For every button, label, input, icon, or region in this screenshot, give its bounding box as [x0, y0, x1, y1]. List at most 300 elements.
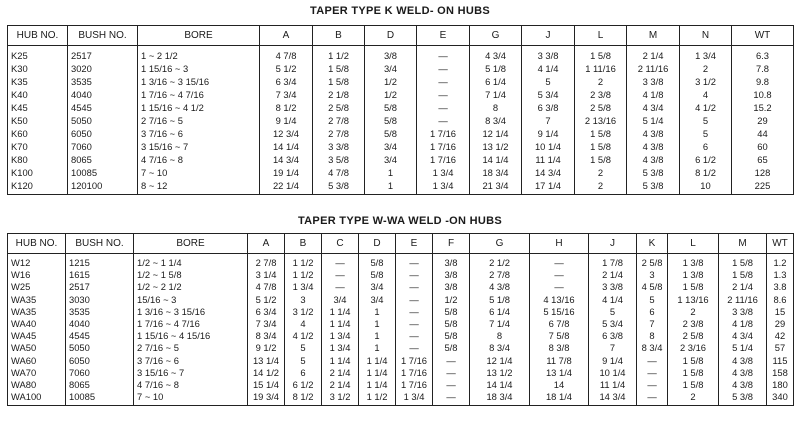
table-cell: —	[396, 294, 433, 306]
table-cell: 1	[365, 166, 417, 179]
table-cell: 1/2	[365, 88, 417, 101]
table-cell: 10085	[66, 391, 134, 406]
table-cell: 5 1/4	[719, 342, 767, 354]
table-cell: 4 1/2	[680, 101, 732, 114]
table-cell: 6 7/8	[530, 318, 589, 330]
table-cell: 5/8	[365, 127, 417, 140]
table-cell: 9 1/4	[589, 355, 637, 367]
table-cell: 1 5/8	[575, 46, 627, 63]
column-header: BUSH NO.	[68, 26, 138, 46]
table-cell: 1 15/16 ~ 3	[138, 62, 260, 75]
table-cell: 5/8	[365, 114, 417, 127]
table-cell: —	[322, 254, 359, 270]
column-header: D	[365, 26, 417, 46]
table-cell: 2 7/16 ~ 5	[138, 114, 260, 127]
table-cell: 14 1/4	[470, 379, 530, 391]
table-row	[8, 101, 794, 114]
table-cell: WA60	[8, 355, 66, 367]
table-cell: 13 1/4	[248, 355, 285, 367]
table-cell: 1 5/8	[575, 153, 627, 166]
table-cell: 5/8	[433, 342, 470, 354]
table-cell: 1 3/8	[668, 254, 719, 270]
table-cell: 4	[285, 318, 322, 330]
table-row	[8, 391, 794, 406]
table-cell: 7 1/4	[470, 88, 522, 101]
table-cell: 4 3/4	[719, 330, 767, 342]
column-header: BUSH NO.	[66, 234, 134, 254]
table-cell: 1	[359, 342, 396, 354]
table-cell: 5/8	[365, 101, 417, 114]
table-cell: K70	[8, 140, 68, 153]
table-cell: 4 3/8	[470, 281, 530, 293]
table-cell: 6 1/4	[470, 306, 530, 318]
table-cell: 3/4	[365, 62, 417, 75]
table-cell: 4545	[68, 101, 138, 114]
table-cell: 4 1/4	[522, 62, 575, 75]
table-cell: 8 3/4	[637, 342, 668, 354]
table-cell: 9.8	[732, 75, 794, 88]
table-cell: 13 1/2	[470, 367, 530, 379]
table-cell: 5 1/4	[627, 114, 680, 127]
table-cell: 2 7/16 ~ 5	[134, 342, 248, 354]
table-cell: 29	[767, 318, 794, 330]
table-cell: K25	[8, 46, 68, 63]
table-cell: 6	[285, 367, 322, 379]
table-cell: 3/4	[322, 294, 359, 306]
table-cell: 5	[285, 342, 322, 354]
table-cell: 6 3/8	[522, 101, 575, 114]
table-cell: 5/8	[433, 330, 470, 342]
table-cell: 4 7/8	[260, 46, 313, 63]
table-cell: 1/2	[433, 294, 470, 306]
table-cell: —	[417, 62, 470, 75]
table-cell: 6 1/2	[285, 379, 322, 391]
column-header: BORE	[138, 26, 260, 46]
table-cell: —	[637, 367, 668, 379]
table-cell: 5050	[66, 342, 134, 354]
table-cell: —	[396, 306, 433, 318]
column-header: G	[470, 26, 522, 46]
table-cell: 3 1/2	[322, 391, 359, 406]
table-cell: 4 7/8	[248, 281, 285, 293]
table-cell: 3/8	[433, 281, 470, 293]
table-cell: 7	[637, 318, 668, 330]
table-cell: 1 7/16	[417, 153, 470, 166]
table-cell: 1 1/4	[359, 367, 396, 379]
table-cell: 60	[732, 140, 794, 153]
table-cell: 3 3/8	[313, 140, 365, 153]
table-cell: 10085	[68, 166, 138, 179]
table-cell: 2	[680, 62, 732, 75]
table-cell: 3/8	[433, 269, 470, 281]
table-cell: 1 1/2	[285, 269, 322, 281]
table-cell: 6 3/4	[260, 75, 313, 88]
table-cell: 1 1/4	[322, 318, 359, 330]
table-cell: WA35	[8, 294, 66, 306]
table-cell: K80	[8, 153, 68, 166]
table-cell: 1 5/8	[313, 75, 365, 88]
table-cell: —	[396, 318, 433, 330]
table-cell: 5/8	[359, 254, 396, 270]
table-cell: —	[396, 254, 433, 270]
table-cell: 12 1/4	[470, 355, 530, 367]
table-cell: 2 1/2	[470, 254, 530, 270]
table-cell: 1 ~ 2 1/2	[138, 46, 260, 63]
table-cell: 3	[637, 269, 668, 281]
table-cell: 5 3/4	[522, 88, 575, 101]
table-cell: 2 11/16	[627, 62, 680, 75]
table-cell: 2 5/8	[313, 101, 365, 114]
table-row	[8, 281, 794, 293]
table-cell: 1 5/8	[313, 62, 365, 75]
table-cell: 128	[732, 166, 794, 179]
table-cell: 1 3/16 ~ 3 15/16	[134, 306, 248, 318]
table-cell: 1/2 ~ 2 1/2	[134, 281, 248, 293]
table-cell: 4 3/4	[627, 101, 680, 114]
table-row	[8, 269, 794, 281]
table-cell: 1 1/4	[322, 306, 359, 318]
table-cell: 1 3/8	[668, 269, 719, 281]
table-cell: 5 3/8	[313, 179, 365, 195]
table-cell: WA70	[8, 367, 66, 379]
column-header: G	[470, 234, 530, 254]
header-row	[8, 234, 794, 254]
table-cell: 15 1/4	[248, 379, 285, 391]
table-cell: 19 3/4	[248, 391, 285, 406]
table-cell: 115	[767, 355, 794, 367]
table-cell: 8 ~ 12	[138, 179, 260, 195]
table-cell: 8	[470, 330, 530, 342]
column-header: HUB NO.	[8, 26, 68, 46]
table-cell: 3535	[68, 75, 138, 88]
table-cell: 5 1/8	[470, 294, 530, 306]
table-cell: 1 3/4	[680, 46, 732, 63]
table-cell: —	[433, 355, 470, 367]
table-cell: 8 3/4	[470, 342, 530, 354]
table-cell: 5	[637, 294, 668, 306]
column-header: A	[248, 234, 285, 254]
table-cell: 1 7/16	[417, 140, 470, 153]
table-cell: K60	[8, 127, 68, 140]
column-header: WT	[732, 26, 794, 46]
table-cell: K45	[8, 101, 68, 114]
table-cell: 5 1/8	[470, 62, 522, 75]
table-cell: 4040	[66, 318, 134, 330]
table-cell: 3 1/2	[680, 75, 732, 88]
table-cell: 8.6	[767, 294, 794, 306]
table-cell: 14 3/4	[260, 153, 313, 166]
table-cell: 14 1/2	[248, 367, 285, 379]
table-cell: W16	[8, 269, 66, 281]
table-cell: 2 5/8	[637, 254, 668, 270]
table-cell: 4 3/8	[719, 367, 767, 379]
table-cell: 1	[359, 318, 396, 330]
table-cell: 3/4	[365, 153, 417, 166]
table-cell: 5 15/16	[530, 306, 589, 318]
table-cell: 9 1/4	[522, 127, 575, 140]
table-cell: 2 1/4	[589, 269, 637, 281]
table-cell: —	[433, 367, 470, 379]
table-cell: 3030	[66, 294, 134, 306]
table-row	[8, 355, 794, 367]
column-header: A	[260, 26, 313, 46]
table-cell: 1 15/16 ~ 4 15/16	[134, 330, 248, 342]
table-cell: 1 3/4	[322, 330, 359, 342]
table-cell: W12	[8, 254, 66, 270]
table-cell: 3 7/16 ~ 6	[134, 355, 248, 367]
table-cell: 6050	[68, 127, 138, 140]
table-cell: 13 1/4	[530, 367, 589, 379]
table-cell: 2 5/8	[668, 330, 719, 342]
table-cell: —	[417, 101, 470, 114]
table-cell: 6050	[66, 355, 134, 367]
table-cell: 5	[589, 306, 637, 318]
table-cell: —	[530, 281, 589, 293]
table-cell: W25	[8, 281, 66, 293]
table-cell: 4 13/16	[530, 294, 589, 306]
table-cell: K100	[8, 166, 68, 179]
table-cell: 2	[575, 179, 627, 195]
table-cell: 14 1/4	[260, 140, 313, 153]
table-cell: 2 7/8	[313, 127, 365, 140]
table-cell: 1215	[66, 254, 134, 270]
table-cell: 3 3/8	[522, 46, 575, 63]
table-cell: 3/4	[359, 294, 396, 306]
table-cell: 5 3/8	[627, 179, 680, 195]
table-cell: 5/8	[433, 318, 470, 330]
table-cell: 2 1/4	[719, 281, 767, 293]
table-cell: 1 7/16 ~ 4 7/16	[134, 318, 248, 330]
table-row	[8, 330, 794, 342]
table-cell: 8 3/4	[470, 114, 522, 127]
table-cell: 1 5/8	[719, 254, 767, 270]
table-cell: —	[417, 46, 470, 63]
column-header: D	[359, 234, 396, 254]
table-cell: —	[433, 379, 470, 391]
table-cell: WA45	[8, 330, 66, 342]
table-cell: 22 1/4	[260, 179, 313, 195]
table-row	[8, 294, 794, 306]
k-table-title: TAPER TYPE K WELD- ON HUBS	[310, 5, 490, 17]
column-header: H	[530, 234, 589, 254]
table-cell: —	[396, 269, 433, 281]
table-cell: WA40	[8, 318, 66, 330]
table-cell: —	[637, 391, 668, 406]
table-cell: 15	[767, 306, 794, 318]
table-cell: 44	[732, 127, 794, 140]
table-row	[8, 179, 794, 195]
table-cell: 10	[680, 179, 732, 195]
table-cell: 4 7/16 ~ 8	[134, 379, 248, 391]
table-cell: 9 1/4	[260, 114, 313, 127]
table-cell: 7060	[68, 140, 138, 153]
table-cell: 3 3/8	[627, 75, 680, 88]
table-cell: 1 5/8	[575, 127, 627, 140]
table-cell: 3020	[68, 62, 138, 75]
table-cell: —	[322, 269, 359, 281]
table-row	[8, 127, 794, 140]
table-cell: 1 7/16	[417, 127, 470, 140]
table-cell: 3 15/16 ~ 7	[138, 140, 260, 153]
table-cell: —	[530, 254, 589, 270]
table-row	[8, 88, 794, 101]
table-cell: 7 3/4	[260, 88, 313, 101]
table-cell: 180	[767, 379, 794, 391]
table-cell: —	[396, 281, 433, 293]
table-cell: WA100	[8, 391, 66, 406]
table-cell: 4	[680, 88, 732, 101]
table-row	[8, 306, 794, 318]
column-header: E	[396, 234, 433, 254]
column-header: M	[719, 234, 767, 254]
table-cell: WA35	[8, 306, 66, 318]
table-cell: 5	[285, 355, 322, 367]
table-row	[8, 379, 794, 391]
table-cell: 7.8	[732, 62, 794, 75]
table-cell: 2517	[68, 46, 138, 63]
table-cell: —	[417, 75, 470, 88]
table-row	[8, 166, 794, 179]
table-cell: 2 3/8	[668, 318, 719, 330]
table-cell: 1 7/16	[396, 355, 433, 367]
table-cell: 3/8	[365, 46, 417, 63]
table-cell: 3 1/2	[285, 306, 322, 318]
table-cell: 18 3/4	[470, 166, 522, 179]
column-header: B	[285, 234, 322, 254]
table-cell: K35	[8, 75, 68, 88]
table-cell: 1 5/8	[668, 355, 719, 367]
table-cell: 7060	[66, 367, 134, 379]
table-cell: 10.8	[732, 88, 794, 101]
table-cell: K50	[8, 114, 68, 127]
table-cell: 2	[668, 391, 719, 406]
table-cell: K120	[8, 179, 68, 195]
w-table-title: TAPER TYPE W-WA WELD -ON HUBS	[297, 215, 503, 227]
table-cell: 7 ~ 10	[138, 166, 260, 179]
table-cell: 1 5/8	[719, 269, 767, 281]
table-row	[8, 114, 794, 127]
table-cell: 1 1/4	[322, 355, 359, 367]
table-cell: 14 1/4	[470, 153, 522, 166]
table-cell: 2 1/4	[322, 367, 359, 379]
table-cell: 2 1/4	[627, 46, 680, 63]
column-header: L	[668, 234, 719, 254]
k-weld-on-hubs-table	[7, 25, 794, 195]
table-cell: 2	[575, 166, 627, 179]
table-cell: 14	[530, 379, 589, 391]
table-cell: 4 1/8	[627, 88, 680, 101]
table-cell: 4 3/8	[627, 153, 680, 166]
table-cell: 2 5/8	[575, 101, 627, 114]
column-header: J	[589, 234, 637, 254]
table-cell: —	[417, 88, 470, 101]
table-cell: 4 3/8	[719, 379, 767, 391]
table-cell: 3.8	[767, 281, 794, 293]
table-cell: 4 3/4	[470, 46, 522, 63]
table-cell: 7	[522, 114, 575, 127]
table-cell: 4 3/8	[627, 140, 680, 153]
table-cell: 2 7/8	[470, 269, 530, 281]
table-cell: 1 7/16	[396, 379, 433, 391]
table-cell: 14 3/4	[589, 391, 637, 406]
table-cell: —	[417, 114, 470, 127]
table-cell: 5050	[68, 114, 138, 127]
table-cell: 3/8	[433, 254, 470, 270]
table-cell: 1 1/4	[359, 355, 396, 367]
table-cell: 18 3/4	[470, 391, 530, 406]
table-row	[8, 342, 794, 354]
table-cell: 8 3/4	[248, 330, 285, 342]
table-cell: 4 1/4	[589, 294, 637, 306]
table-cell: 6 1/2	[680, 153, 732, 166]
table-cell: 5/8	[433, 306, 470, 318]
table-cell: 5	[680, 127, 732, 140]
table-cell: 1 15/16 ~ 4 1/2	[138, 101, 260, 114]
table-cell: 10 1/4	[589, 367, 637, 379]
table-cell: 4 7/8	[313, 166, 365, 179]
table-cell: 3 5/8	[313, 153, 365, 166]
table-row	[8, 140, 794, 153]
table-cell: 11 1/4	[522, 153, 575, 166]
table-cell: 4 7/16 ~ 8	[138, 153, 260, 166]
table-cell: 5 3/8	[719, 391, 767, 406]
column-header: J	[522, 26, 575, 46]
table-cell: —	[322, 281, 359, 293]
table-cell: —	[530, 269, 589, 281]
table-cell: —	[637, 379, 668, 391]
table-cell: 4 3/8	[719, 355, 767, 367]
table-cell: 4 3/8	[627, 127, 680, 140]
table-cell: 8	[470, 101, 522, 114]
table-cell: 1 5/8	[668, 281, 719, 293]
table-cell: 18 1/4	[530, 391, 589, 406]
column-header: N	[680, 26, 732, 46]
table-cell: 2 3/8	[575, 88, 627, 101]
table-cell: 5 3/4	[589, 318, 637, 330]
table-cell: 2 1/8	[313, 88, 365, 101]
w-wa-weld-on-hubs-table	[7, 233, 794, 406]
table-cell: 19 1/4	[260, 166, 313, 179]
table-cell: 1 3/16 ~ 3 15/16	[138, 75, 260, 88]
table-row	[8, 62, 794, 75]
table-cell: 1 5/8	[668, 367, 719, 379]
table-cell: 1 7/16	[396, 367, 433, 379]
column-header: M	[627, 26, 680, 46]
table-cell: 120100	[68, 179, 138, 195]
table-cell: 1.2	[767, 254, 794, 270]
table-cell: 1/2	[365, 75, 417, 88]
table-cell: 15.2	[732, 101, 794, 114]
table-cell: 8 1/2	[260, 101, 313, 114]
table-cell: 1 3/4	[396, 391, 433, 406]
table-cell: 15/16 ~ 3	[134, 294, 248, 306]
table-cell: 1615	[66, 269, 134, 281]
table-cell: 1.3	[767, 269, 794, 281]
column-header: K	[637, 234, 668, 254]
table-cell: 1 5/8	[575, 140, 627, 153]
table-cell: —	[433, 391, 470, 406]
table-cell: 3 1/4	[248, 269, 285, 281]
table-cell: 2517	[66, 281, 134, 293]
table-cell: 10 1/4	[522, 140, 575, 153]
table-cell: —	[396, 330, 433, 342]
header-row	[8, 26, 794, 46]
table-cell: 6	[637, 306, 668, 318]
table-row	[8, 254, 794, 270]
table-cell: 2 13/16	[575, 114, 627, 127]
table-cell: 5 1/2	[248, 294, 285, 306]
table-cell: 2 3/16	[668, 342, 719, 354]
